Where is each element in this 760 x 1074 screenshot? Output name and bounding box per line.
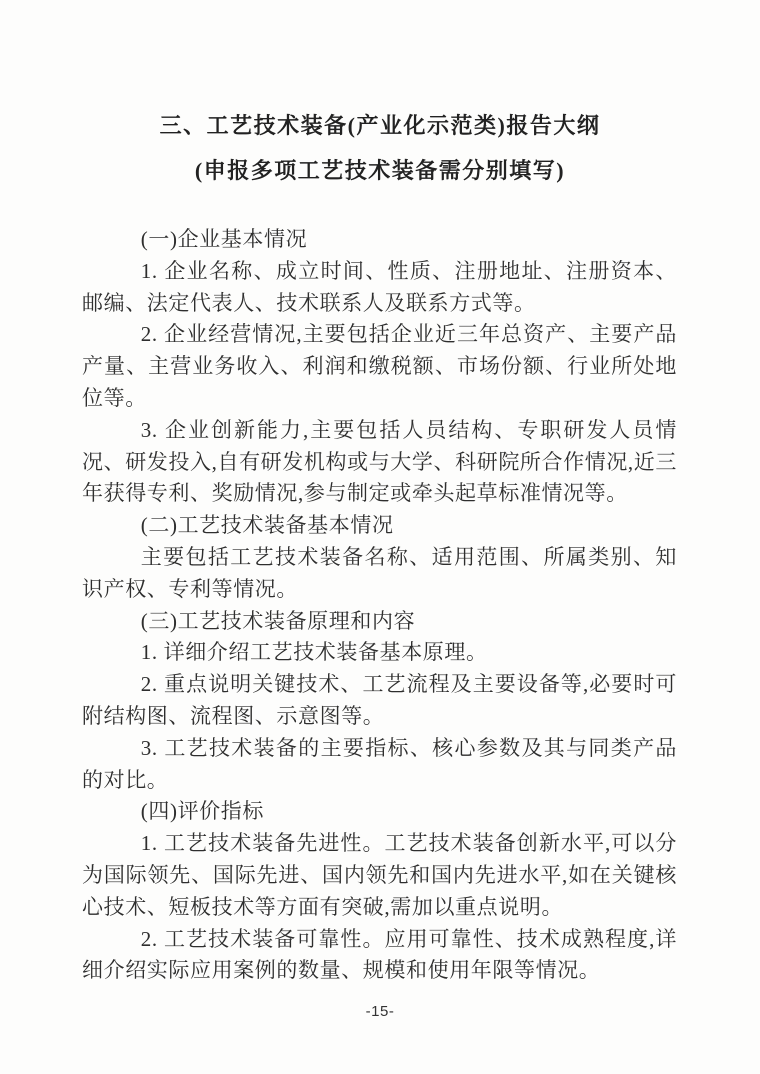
paragraph: 1. 详细介绍工艺技术装备基本原理。: [140, 640, 488, 665]
section-heading-1: (一)企业基本情况: [140, 227, 308, 251]
section-heading-3: (三)工艺技术装备原理和内容: [140, 608, 416, 633]
paragraph: 2. 工艺技术装备可靠性。应用可靠性、技术成熟程度,详细介绍实际应用案例的数量、规模和使用年限等情况。: [82, 926, 677, 983]
document-subtitle: (申报多项工艺技术装备需分别填写): [194, 158, 566, 183]
paragraph: 3. 工艺技术装备的主要指标、核心参数及其与同类产品的对比。: [82, 735, 677, 792]
section-heading-4: (四)评价指标: [140, 799, 264, 824]
title-block: [0, 0, 760, 183]
paragraph: 2. 企业经营情况,主要包括企业近三年总资产、主要产品产量、主营业务收入、利润和缴税额、市场份额、行业所处地位等。: [82, 322, 677, 410]
paragraph: 主要包括工艺技术装备名称、适用范围、所属类别、知识产权、专利等情况。: [82, 544, 677, 601]
document-body: [0, 224, 760, 987]
paragraph: 1. 工艺技术装备先进性。工艺技术装备创新水平,可以分为国际领先、国际先进、国内领先和国内先进水平,如在关键核心技术、短板技术等方面有突破,需加以重点说明。: [82, 831, 677, 919]
paragraph: 2. 重点说明关键技术、工艺流程及主要设备等,必要时可附结构图、流程图、示意图等。: [82, 672, 677, 728]
document-title: 三、工艺技术装备(产业化示范类)报告大纲: [159, 113, 601, 138]
paragraph: 3. 企业创新能力,主要包括人员结构、专职研发人员情况、研发投入,自有研发机构或与大学、科研院所合作情况,近三年获得专利、奖励情况,参与制定或牵头起草标准情况等。: [82, 417, 677, 506]
page-number: -15-: [365, 1003, 395, 1020]
section-heading-2: (二)工艺技术装备基本情况: [140, 513, 394, 538]
paragraph: 1. 企业名称、成立时间、性质、注册地址、注册资本、邮编、法定代表人、技术联系人及联系方式等。: [82, 258, 677, 315]
